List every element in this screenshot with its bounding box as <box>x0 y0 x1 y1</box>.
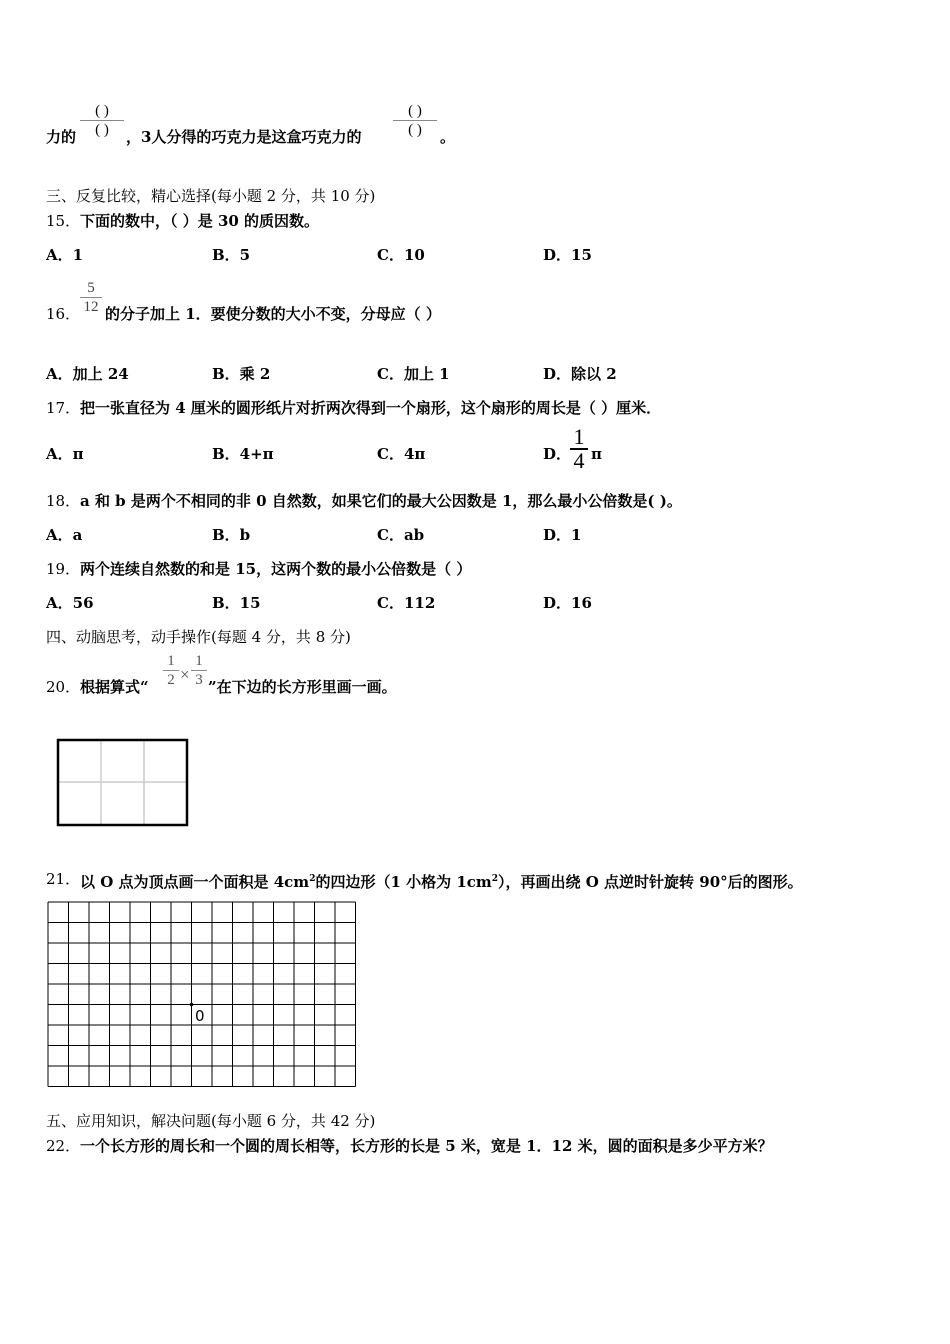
blank-fraction-2-bottom: ( ) <box>408 122 422 138</box>
q18-option-d: D．1 <box>543 526 582 544</box>
q16-option-d: D．除以 2 <box>543 365 617 383</box>
q14-prefix: 力的 <box>46 128 77 146</box>
q15-number: 15． <box>46 212 81 230</box>
q16-fraction <box>80 279 102 316</box>
q15-option-a: A．1 <box>46 246 84 264</box>
q20-frac2-denominator: 3 <box>195 672 203 688</box>
q16-option-b: B．乘 2 <box>212 365 271 383</box>
q17-text: 把一张直径为 4 厘米的圆形纸片对折两次得到一个扇形，这个扇形的周长是（ ）厘米． <box>80 399 662 417</box>
q15-option-d: D．15 <box>543 246 592 264</box>
q18-option-a: A．a <box>46 526 83 544</box>
q21-grid-label: 0 <box>195 1007 205 1025</box>
q21-text <box>80 869 803 892</box>
q19-option-b: B．15 <box>212 594 261 612</box>
q20-suffix: ”在下边的长方形里画一画。 <box>208 678 397 696</box>
q14-suffix: 。 <box>440 128 456 146</box>
blank-fraction-1-top: ( ) <box>95 103 109 119</box>
q18-number: 18． <box>46 492 81 510</box>
q20-frac2-numerator: 1 <box>195 653 203 669</box>
q15-text: 下面的数中，（ ）是 30 的质因数。 <box>80 212 320 230</box>
q20-number: 20． <box>46 678 81 696</box>
section3-title: 三、反复比较，精心选择(每小题 2 分，共 10 分) <box>46 187 376 205</box>
q15-option-c: C．10 <box>377 246 425 264</box>
q16-text: 的分子加上 1．要使分数的大小不变，分母应（ ） <box>105 305 441 323</box>
q22-number: 22． <box>46 1137 81 1155</box>
q21-text-b: 的四边形（1 小格为 1cm <box>315 873 492 891</box>
q18-option-b: B．b <box>212 526 251 544</box>
q20-fraction-2 <box>191 652 207 689</box>
q21-sup-2: 2 <box>491 874 499 884</box>
q15-option-b: B．5 <box>212 246 251 264</box>
q17-option-d-fraction <box>570 426 588 472</box>
q19-option-d: D．16 <box>543 594 592 612</box>
q21-sup-1: 2 <box>309 874 316 884</box>
q18-option-c: C．ab <box>377 526 425 544</box>
q22-text: 一个长方形的周长和一个圆的周长相等，长方形的长是 5 米，宽是 1．12 米，圆的面积是多少平方米？ <box>80 1137 773 1155</box>
blank-fraction-2 <box>393 102 437 139</box>
blank-fraction-2-top: ( ) <box>408 103 422 119</box>
q18-text: a 和 b 是两个不相同的非 0 自然数，如果它们的最大公因数是 1，那么最小公倍数是( )。 <box>80 492 682 510</box>
q17-option-d-pi: π <box>591 445 602 463</box>
q20-prefix: 根据算式“ <box>80 678 149 696</box>
q20-fraction-1 <box>163 652 179 689</box>
section4-title: 四、动脑思考，动手操作(每题 4 分，共 8 分) <box>46 628 351 646</box>
q20-frac1-denominator: 2 <box>167 672 175 688</box>
q16-fraction-denominator: 12 <box>83 299 99 315</box>
q17-option-c: C．4π <box>377 445 426 463</box>
q17-d-denominator: 4 <box>573 448 585 473</box>
q17-option-d: D． <box>543 445 572 463</box>
q21-grid <box>47 901 359 1091</box>
q19-text: 两个连续自然数的和是 15，这两个数的最小公倍数是（ ） <box>80 560 472 578</box>
blank-fraction-1 <box>80 102 124 139</box>
q14-middle: ，3人分得的巧克力是这盒巧克力的 <box>126 128 362 146</box>
blank-fraction-1-bottom: ( ) <box>95 122 109 138</box>
q16-option-c: C．加上 1 <box>377 365 450 383</box>
q17-option-a: A．π <box>46 445 84 463</box>
q21-text-a: 以 O 点为顶点画一个面积是 4cm <box>80 873 310 891</box>
q17-option-b: B．4+π <box>212 445 274 463</box>
q19-number: 19． <box>46 560 81 578</box>
q17-d-numerator: 1 <box>573 424 585 449</box>
point-o-dot <box>190 1003 194 1007</box>
q17-number: 17． <box>46 399 81 417</box>
q20-times-sign: × <box>180 665 190 684</box>
q20-rectangle <box>56 738 190 828</box>
q21-number: 21． <box>46 870 81 888</box>
q16-fraction-numerator: 5 <box>87 280 95 296</box>
q19-option-c: C．112 <box>377 594 436 612</box>
section5-title: 五、应用知识，解决问题(每小题 6 分，共 42 分) <box>46 1112 376 1130</box>
q16-number: 16． <box>46 305 81 323</box>
q21-text-c: ），再画出绕 O 点逆时针旋转 90°后的图形。 <box>498 873 803 891</box>
q20-frac1-numerator: 1 <box>167 653 175 669</box>
q19-option-a: A．56 <box>46 594 94 612</box>
q16-option-a: A．加上 24 <box>46 365 129 383</box>
